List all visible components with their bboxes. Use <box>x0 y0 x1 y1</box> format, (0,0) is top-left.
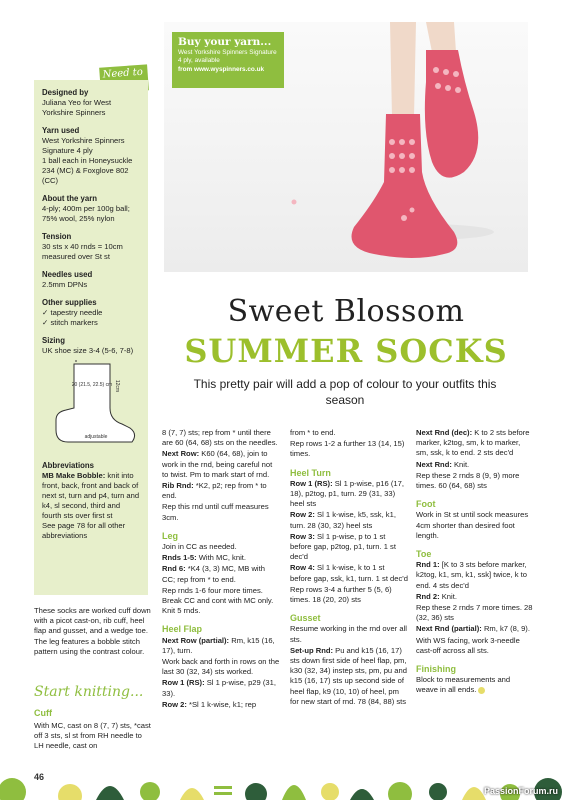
pattern-instruction: Row 2: Sl 1 k-wise, k5, ssk, k1, turn. 28 (30, 32) heel sts <box>290 510 396 530</box>
section-heading: Finishing <box>416 664 456 675</box>
pattern-instruction: Rib Rnd: *K2, p2; rep from * to end. <box>162 481 267 501</box>
sidebar-heading: Yarn used <box>42 126 80 135</box>
abbreviations-heading: Abbreviations <box>42 461 94 470</box>
pattern-instruction: Row 2: *Sl 1 k-wise, k1; rep <box>162 699 257 709</box>
sock-size-diagram <box>48 360 140 446</box>
section-heading: Gusset <box>290 613 321 624</box>
need-to-know-tag: Need to <box>99 64 149 93</box>
pattern-instruction: Rnd 6: *K4 (3, 3) MC, MB with CC; rep from * to end. <box>162 564 265 584</box>
pattern-instruction: Next Rnd: Knit. <box>416 459 470 469</box>
section-heading: Toe <box>416 549 432 560</box>
pattern-instruction: Join in CC as needed. <box>162 542 237 552</box>
sidebar-heading: Tension <box>42 232 72 241</box>
section-heading: Foot <box>416 499 436 510</box>
standfirst: This pretty pair will add a pop of colour to your outfits this season <box>193 377 497 407</box>
sidebar-info-list <box>42 88 140 356</box>
cuff-text: With MC, cast on 8 (7, 7) sts, *cast off 3 sts, sl st from RH needle to LH needle, cast on <box>34 721 151 751</box>
pattern-instruction: Resume working in the rnd over all sts. <box>290 624 407 644</box>
pattern-instruction: Row 1 (RS): Sl 1 p-wise, p29 (31, 33). <box>162 678 276 698</box>
pattern-instruction: Block to measurements and weave in all ends. <box>416 675 511 695</box>
pattern-instruction: Work back and forth in rows on the last 30 (32, 34) sts worked. <box>162 657 280 677</box>
intro-paragraph: These socks are worked cuff down with a picot cast-on, rib cuff, heel flap and gusset, and a wedge toe. The leg features a bobble stitch pattern using the contrast colour. <box>34 606 151 656</box>
bobble-abbreviation: MB Make Bobble: knit into front, back, front and back of next st, turn and p4, turn and k4, sl second, third and fourth sts over first st <box>42 471 140 520</box>
pattern-instruction: Rnd 2: Knit. <box>416 591 457 601</box>
section-heading: Leg <box>162 530 179 541</box>
pattern-instruction: Rep these 2 rnds 7 more times. 28 (32, 36) sts <box>416 603 533 623</box>
sidebar-text: UK shoe size 3-4 (5-6, 7-8) <box>42 346 134 355</box>
sidebar-text: West Yorkshire Spinners Signature 4 ply <box>42 136 125 155</box>
pattern-instruction: Row 1 (RS): Sl 1 p-wise, p16 (17, 18), p2tog, p1, turn. 29 (31, 33) heel sts <box>290 478 404 509</box>
pattern-instruction: Rep rows 1-2 a further 13 (14, 15) times. <box>290 439 405 459</box>
see-page-note: See page 78 for all other abbreviations <box>42 521 126 540</box>
pattern-instruction: Rnd 1: [K to 3 sts before marker, k2tog, k1, sm, k1, ssk] twice, k to end. 4 sts dec'd <box>416 560 527 590</box>
pattern-instruction: Work in St st until sock measures 4cm shorter than desired foot length. <box>416 510 529 540</box>
supply-check-item: ✓ tapestry needle <box>42 308 140 318</box>
pattern-instruction: Rep these 2 rnds 8 (9, 9) more times. 60 (64, 68) sts <box>416 470 520 491</box>
sidebar-heading: Other supplies <box>42 298 97 307</box>
pattern-instruction: Rep rnds 1-6 four more times. Break CC and cont with MC only. Knit 5 rnds. <box>162 585 274 616</box>
diagram-leg-label: 20 (21.5, 22.5) cm <box>71 382 113 388</box>
pattern-column-2 <box>290 428 408 708</box>
buy-yarn-title: Buy your yarn... <box>178 36 272 48</box>
buy-your-yarn-box <box>172 32 284 88</box>
pattern-instruction: With WS facing, work 3-needle cast-off across all sts. <box>416 635 520 655</box>
pattern-instruction: Row 3: Sl 1 p-wise, p to 1 st before gap, p2tog, p1, turn. 1 st dec'd <box>290 531 396 562</box>
end-marker-icon <box>478 687 485 694</box>
leaf-pattern-icon <box>0 762 566 800</box>
pattern-instruction: Row 4: Sl 1 k-wise, k to 1 st before gap, ssk, k1, turn. 1 st dec'd <box>290 563 408 583</box>
pattern-instruction: Rep this rnd until cuff measures 3cm. <box>162 502 269 522</box>
sidebar-heading: Needles used <box>42 270 93 279</box>
pattern-instruction: Set-up Rnd: Pu and k15 (16, 17) sts down first side of heel flap, pm, k30 (32, 34) instep sts, pm, pu and k15 (16, 17) sts up second side of heel flap, k9 (10, 10) of heel, pm for new start of rnd. 78 (84, 88) sts <box>290 645 407 706</box>
pattern-instruction: Next Rnd (dec): K to 2 sts before marker, k2tog, sm, k to marker, sm, ssk, k to end. 2 sts dec'd <box>416 428 530 458</box>
sidebar-text: 1 ball each in Honeysuckle 234 (MC) & Foxglove 802 (CC) <box>42 156 133 185</box>
start-knitting-heading: Start knitting... <box>34 684 144 700</box>
cuff-heading: Cuff <box>34 708 52 718</box>
sidebar-heading: About the yarn <box>42 194 98 203</box>
supply-check-item: ✓ stitch markers <box>42 318 140 328</box>
pattern-instruction: from * to end. <box>290 428 336 437</box>
section-heading: Heel Flap <box>162 624 203 635</box>
sidebar-text: 4-ply; 400m per 100g ball; 75% wool, 25% nylon <box>42 204 130 223</box>
buy-yarn-url[interactable]: from www.wyspinners.co.uk <box>178 65 265 73</box>
pattern-instruction: Next Row: K60 (64, 68), join to work in the rnd, being careful not to twist. Pm to mark start of rnd. <box>162 449 273 479</box>
sidebar-heading: Designed by <box>42 88 89 97</box>
sidebar-heading: Sizing <box>42 336 65 345</box>
watermark: PassionForum.ru <box>483 786 558 796</box>
pattern-column-3 <box>416 428 534 697</box>
sidebar-text: 2.5mm DPNs <box>42 280 88 289</box>
pattern-instruction: Next Rnd (partial): Rm, k7 (8, 9). <box>416 624 530 634</box>
diagram-foot-label: adjustable <box>84 434 108 440</box>
pattern-column-1 <box>162 428 280 711</box>
diagram-height-label: 12cm <box>114 379 120 393</box>
decorative-footer <box>0 762 566 800</box>
title-script: Sweet Blossom <box>227 294 465 329</box>
pattern-instruction: Rep rows 3-4 a further 5 (5, 6) times. 18 (20, 20) sts <box>290 584 392 605</box>
pattern-instruction: Next Row (partial): Rm, k15 (16, 17), turn. <box>162 635 275 655</box>
pattern-info-sidebar <box>34 80 148 595</box>
sidebar-text: 30 sts x 40 rnds = 10cm measured over St st <box>42 242 123 261</box>
page-title: SUMMER SOCKS <box>184 332 508 370</box>
pattern-instruction: 8 (7, 7) sts; rep from * until there are 60 (64, 68) sts on the needles. <box>162 428 278 448</box>
page-number: 46 <box>34 772 45 782</box>
pattern-instruction: Rnds 1-5: With MC, knit. <box>162 553 246 563</box>
section-heading: Heel Turn <box>290 467 331 478</box>
sidebar-text: Juliana Yeo for West Yorkshire Spinners <box>42 98 112 117</box>
buy-yarn-text: West Yorkshire Spinners Signature 4 ply, available <box>178 49 277 65</box>
